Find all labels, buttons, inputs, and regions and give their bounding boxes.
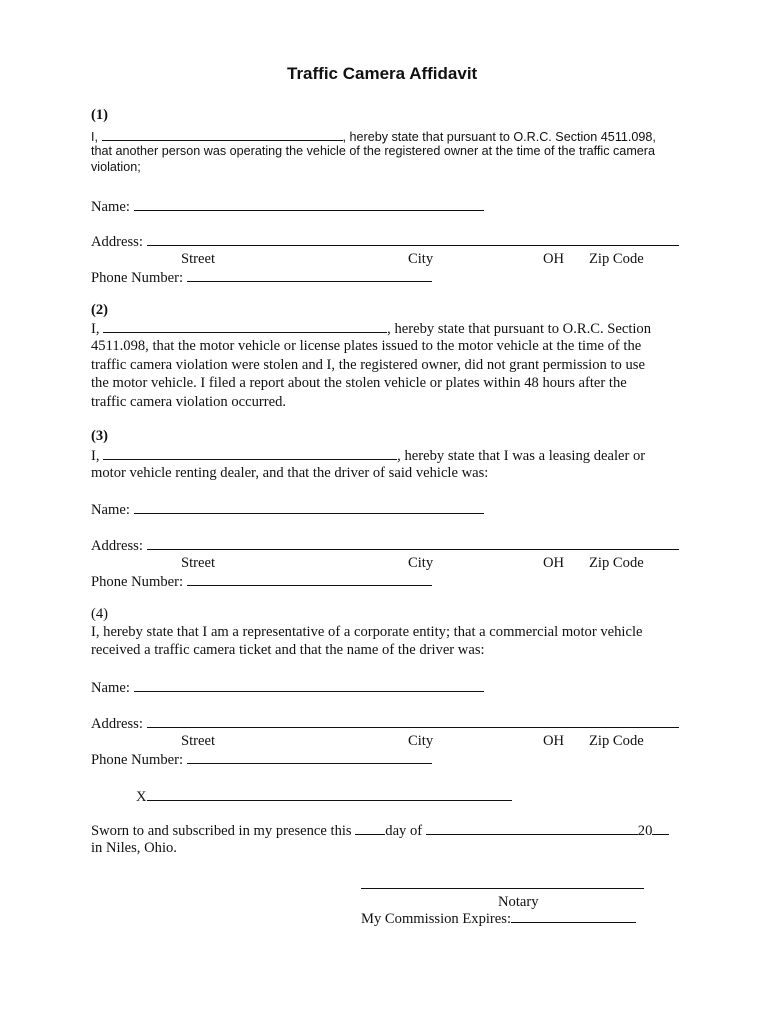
zip-caption-1: Zip Code bbox=[589, 251, 644, 267]
name-blank-3[interactable] bbox=[134, 678, 484, 692]
street-caption-1: Street bbox=[181, 251, 216, 267]
phone-blank-1[interactable] bbox=[187, 268, 432, 282]
phone-label: Phone Number: bbox=[91, 752, 187, 768]
section-4-number: (4) bbox=[91, 606, 109, 622]
city-caption-1: City bbox=[408, 251, 434, 267]
sworn-text-a: Sworn to and subscribed in my presence this bbox=[91, 823, 356, 839]
zip-caption-3: Zip Code bbox=[589, 733, 644, 749]
name-field-2 bbox=[91, 500, 484, 519]
address-field-3 bbox=[91, 714, 679, 733]
section-2-text-d: the motor vehicle. I filed a report about the stolen vehicle or plates within 48 hours after the bbox=[91, 375, 627, 391]
section-1-text-a: , hereby state that pursuant to O.R.C. Section 4511.098, bbox=[342, 130, 656, 144]
address-field-2 bbox=[91, 536, 679, 555]
section-2-number: (2) bbox=[91, 302, 109, 318]
address-blank-3[interactable] bbox=[147, 714, 679, 728]
commission-blank[interactable] bbox=[511, 909, 636, 923]
signature-x: X bbox=[136, 789, 147, 805]
name-label: Name: bbox=[91, 199, 134, 215]
name-blank-2[interactable] bbox=[134, 500, 484, 514]
address-label: Address: bbox=[91, 234, 147, 250]
section-1-number: (1) bbox=[91, 107, 109, 123]
street-caption-2: Street bbox=[181, 555, 216, 571]
section-2-prefix: I, bbox=[91, 321, 104, 337]
address-blank-2[interactable] bbox=[147, 536, 679, 550]
phone-field-3 bbox=[91, 750, 432, 769]
state-caption-1: OH bbox=[543, 251, 565, 267]
section-2-text-b: 4511.098, that the motor vehicle or license plates issued to the motor vehicle at the time of the bbox=[91, 338, 642, 354]
name-label: Name: bbox=[91, 502, 134, 518]
section-2-line-1 bbox=[91, 319, 651, 338]
section-2-name-blank[interactable] bbox=[103, 319, 387, 333]
commission-label: My Commission Expires: bbox=[361, 911, 511, 927]
section-1-text-b: that another person was operating the vehicle of the registered owner at the time of the traffic camera bbox=[91, 144, 656, 158]
state-caption-2: OH bbox=[543, 555, 565, 571]
section-1-text-c: violation; bbox=[91, 160, 141, 174]
sworn-year-blank[interactable] bbox=[652, 821, 669, 835]
zip-caption-2: Zip Code bbox=[589, 555, 644, 571]
section-4-text-b: received a traffic camera ticket and that the name of the driver was: bbox=[91, 642, 485, 658]
notary-label: Notary bbox=[498, 894, 539, 910]
section-3-name-blank[interactable] bbox=[103, 446, 397, 460]
name-field-3 bbox=[91, 678, 484, 697]
signature-blank[interactable] bbox=[147, 787, 512, 801]
section-4-text-a: I, hereby state that I am a representative of a corporate entity; that a commercial motor vehicle bbox=[91, 624, 643, 640]
section-2-text-e: traffic camera violation occurred. bbox=[91, 394, 287, 410]
name-label: Name: bbox=[91, 680, 134, 696]
signature-line bbox=[136, 787, 512, 806]
commission-field bbox=[361, 909, 636, 928]
section-3-text-b: motor vehicle renting dealer, and that the driver of said vehicle was: bbox=[91, 465, 489, 481]
page-title: Traffic Camera Affidavit bbox=[287, 64, 478, 83]
sworn-text-d: in Niles, Ohio. bbox=[91, 840, 177, 856]
sworn-text-c: 20 bbox=[637, 823, 653, 839]
section-3-line-1 bbox=[91, 446, 645, 465]
name-field-1 bbox=[91, 197, 484, 216]
section-1-prefix: I, bbox=[91, 130, 102, 144]
city-caption-2: City bbox=[408, 555, 434, 571]
section-3-number: (3) bbox=[91, 428, 109, 444]
section-3-prefix: I, bbox=[91, 448, 104, 464]
section-2-text-a: , hereby state that pursuant to O.R.C. Section bbox=[387, 321, 652, 337]
address-label: Address: bbox=[91, 538, 147, 554]
section-2-text-c: traffic camera violation were stolen and I, the registered owner, did not grant permission to use bbox=[91, 357, 645, 373]
name-blank-1[interactable] bbox=[134, 197, 484, 211]
phone-field-2 bbox=[91, 572, 432, 591]
phone-blank-3[interactable] bbox=[187, 750, 432, 764]
phone-field-1 bbox=[91, 268, 432, 287]
sworn-line bbox=[91, 821, 669, 840]
address-field-1 bbox=[91, 232, 679, 251]
notary-signature-line[interactable] bbox=[361, 888, 644, 889]
section-1-name-blank[interactable] bbox=[102, 127, 343, 141]
sworn-month-blank[interactable] bbox=[426, 821, 638, 835]
section-3-text-a: , hereby state that I was a leasing dealer or bbox=[397, 448, 646, 464]
state-caption-3: OH bbox=[543, 733, 565, 749]
address-blank-1[interactable] bbox=[147, 232, 679, 246]
city-caption-3: City bbox=[408, 733, 434, 749]
phone-label: Phone Number: bbox=[91, 270, 187, 286]
address-label: Address: bbox=[91, 716, 147, 732]
street-caption-3: Street bbox=[181, 733, 216, 749]
sworn-text-b: day of bbox=[385, 823, 426, 839]
phone-label: Phone Number: bbox=[91, 574, 187, 590]
phone-blank-2[interactable] bbox=[187, 572, 432, 586]
sworn-day-blank[interactable] bbox=[355, 821, 385, 835]
